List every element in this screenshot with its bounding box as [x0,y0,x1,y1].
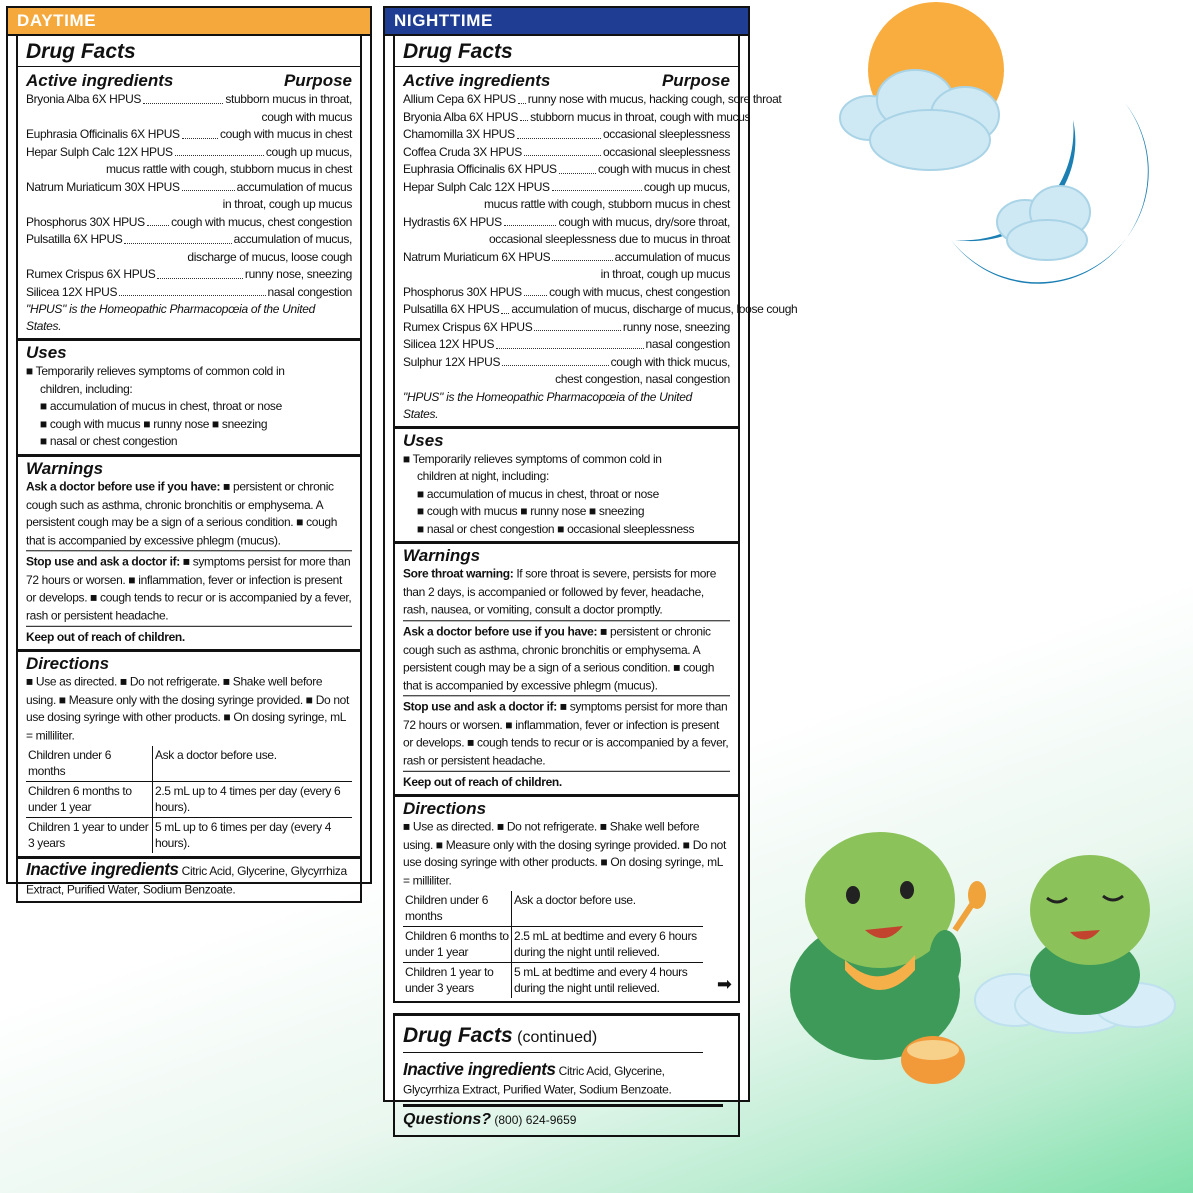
inactive-heading: Inactive ingredients [26,859,179,879]
turtle-icon [790,832,986,1060]
ingredient-purpose: cough with mucus, dry/sore throat, [558,214,730,229]
ingredient-purpose: cough up mucus, [643,179,730,194]
ingredient-purpose: runny nose with mucus, hacking cough, sore throat [527,92,782,106]
active-ingredients-section [395,67,798,426]
age-cell: Children under 6 months [403,891,512,927]
inactive-paragraph [26,861,352,899]
ingredient-purpose-cont: mucus rattle with cough, stubborn mucus in chest [106,162,352,176]
sore-throat-paragraph [403,565,730,619]
ingredient-purpose-cont: mucus rattle with cough, stubborn mucus in chest [484,197,730,211]
ingredient-name: Natrum Muriaticum 6X HPUS [403,249,551,264]
ingredient-row [403,126,730,144]
dose-cell: 2.5 mL at bedtime and every 6 hours during the night until relieved. [512,927,704,963]
inactive-text: Citric Acid, Glycerine, Glycyrrhiza Extract, Purified Water, Sodium Benzoate. [403,1063,672,1096]
ingredient-purpose: runny nose, sneezing [244,267,352,281]
ingredient-name: Phosphorus 30X HPUS [403,284,522,299]
ingredient-row [26,91,352,109]
dot-leader [520,120,528,121]
ingredient-purpose: runny nose, sneezing [622,319,730,334]
ingredient-name: Natrum Muriaticum 30X HPUS [26,179,180,194]
dot-leader [119,295,265,296]
ingredient-purpose-cont: discharge of mucus, loose cough [187,249,352,264]
uses-bullet: ■ accumulation of mucus in chest, throat or nose [417,486,659,501]
cloud-icon [997,186,1090,260]
dot-leader [175,155,264,156]
stop-use-label: Stop use and ask a doctor if: [403,698,557,714]
ingredient-purpose: nasal congestion [267,284,352,299]
warnings-section [395,541,738,794]
dot-leader [524,295,547,296]
dot-leader [496,348,643,349]
directions-section [395,794,738,1001]
continued-title-row [403,1024,703,1053]
bowl-icon [901,1036,965,1084]
ingredient-row [403,161,730,179]
ingredient-purpose: cough up mucus, [265,144,352,159]
ingredient-row [403,214,730,232]
ingredient-name: Hydrastis 6X HPUS [403,214,502,229]
ingredient-row [403,109,751,127]
dot-leader [534,330,621,331]
ingredient-row [26,126,352,144]
ingredient-name: Hepar Sulph Calc 12X HPUS [26,144,173,159]
table-row [403,927,703,963]
dot-leader [559,173,596,174]
dot-leader [502,365,609,366]
continued-title: Drug Facts [403,1024,513,1047]
dose-cell: Ask a doctor before use. [514,893,636,907]
ingredient-name: Bryonia Alba 6X HPUS [26,92,142,106]
ask-doctor-paragraph [403,620,730,694]
drug-facts-title: Drug Facts [18,36,360,67]
drug-facts-title: Drug Facts [395,36,738,67]
questions-row [403,1104,723,1129]
active-header-row [403,71,730,91]
ingredient-name: Silicea 12X HPUS [26,284,118,299]
ask-doctor-label: Ask a doctor before use if you have: [403,623,598,639]
ingredient-purpose: cough with mucus, chest congestion [549,284,730,299]
ingredient-purpose: accumulation of mucus, discharge of mucus, loose cough [511,302,798,316]
table-row [26,746,352,782]
inactive-heading: Inactive ingredients [403,1059,556,1079]
directions-text: ■ Use as directed. ■ Do not refrigerate. ■ Shake well before using. ■ Measure only with the dosing syringe provided. ■ Do not use dosing syringe with other products. ■ On dosing syringe, mL = milliliter. [26,674,349,743]
ingredient-row [26,266,352,284]
stop-use-text: ■ symptoms persist for more than 72 hours or worsen. ■ inflammation, fever or infection is present or develops. ■ cough tends to recur or is accompanied by a fever, rash or persistent headache. [403,698,729,767]
ingredient-purpose-cont: cough with mucus [261,109,352,124]
uses-bullet: ■ cough with mucus ■ runny nose ■ sneezing [417,503,645,519]
ingredient-list [403,91,798,389]
keep-out-of-reach: Keep out of reach of children. [403,770,730,791]
dose-cell: 5 mL up to 6 times per day (every 4 hours). [153,818,353,854]
hpus-note: "HPUS" is the Homeopathic Pharmacopœia of the United States. [26,302,316,333]
ingredient-row [403,336,730,354]
table-row [403,963,703,999]
stop-use-paragraph [403,695,730,769]
age-cell: Children 6 months to under 1 year [403,927,512,963]
ingredient-name: Sulphur 12X HPUS [403,354,501,369]
table-row [26,818,352,854]
drug-facts-continued [393,1013,740,1137]
ingredient-row [403,284,730,302]
keep-out-of-reach: Keep out of reach of children. [26,625,352,646]
dot-leader [182,190,235,191]
uses-bullet: ■ accumulation of mucus in chest, throat or nose [40,398,282,414]
ingredient-row [403,144,730,162]
ingredient-purpose: accumulation of mucus, [233,232,352,246]
uses-bullet: ■ cough with mucus ■ runny nose ■ sneezing [40,416,268,431]
ingredient-purpose: accumulation of mucus [236,179,352,194]
ingredient-name: Bryonia Alba 6X HPUS [403,109,519,124]
ingredient-row [26,284,352,302]
uses-heading: Uses [403,430,444,450]
sore-throat-text: If sore throat is severe, persists for more than 2 days, is accompanied or followed by fever, headache, rash, nausea, or vomiting, consult a doctor promptly. [403,566,717,617]
nighttime-band: NIGHTTIME [385,8,748,36]
ingredient-row [403,91,782,109]
dose-cell: 2.5 mL up to 4 times per day (every 6 hours). [153,782,353,818]
ingredient-row [26,214,352,232]
ingredient-purpose: cough with mucus in chest [220,127,352,141]
ingredient-name: Euphrasia Officinalis 6X HPUS [403,162,557,176]
questions-phone: (800) 624-9659 [491,1113,577,1127]
ingredient-row [403,354,730,372]
sun-moon-illustration [815,0,1095,290]
ingredient-purpose: cough with mucus in chest [598,162,730,176]
ask-doctor-paragraph [26,478,352,549]
nighttime-drug-facts [393,36,798,1003]
active-ingredients-heading: Active ingredients [403,71,551,90]
ingredient-name: Allium Cepa 6X HPUS [403,92,516,106]
directions-section [18,649,360,856]
ingredient-purpose: nasal congestion [645,337,730,351]
turtles-illustration [785,820,1185,1100]
ingredient-row [403,319,730,337]
dot-leader [501,313,509,314]
dose-cell: Ask a doctor before use. [155,748,277,762]
ingredient-row [26,179,352,197]
dot-leader [552,190,642,191]
inactive-paragraph [403,1061,713,1099]
nighttime-panel [383,6,798,1128]
stop-use-text: ■ symptoms persist for more than 72 hours or worsen. ■ inflammation, fever or infection is present or develops. ■ cough tends to recur or is accompanied by a fever, rash or persistent headache. [26,553,352,622]
uses-bullet: ■ nasal or chest congestion [40,433,178,449]
uses-bullet: ■ nasal or chest congestion ■ occasional sleeplessness [417,521,695,536]
ingredient-row [26,144,352,162]
hpus-note: "HPUS" is the Homeopathic Pharmacopœia of the United States. [403,389,693,421]
ingredient-name: Rumex Crispus 6X HPUS [26,267,156,281]
dot-leader [143,103,223,104]
ingredient-purpose: accumulation of mucus [614,249,730,264]
ask-doctor-text: ■ persistent or chronic cough such as asthma, chronic bronchitis or emphysema. A persistent cough may be a sign of a serious condition. ■ cough that is accompanied by excessive phlegm (mucus). [403,623,715,692]
purpose-heading: Purpose [283,71,352,90]
ingredient-purpose: occasional sleeplessness [602,144,730,159]
age-cell: Children 1 year to under 3 years [403,963,512,999]
directions-heading: Directions [403,799,487,818]
uses-intro: ■ Temporarily relieves symptoms of common cold in [403,451,662,466]
ingredient-name: Hepar Sulph Calc 12X HPUS [403,179,550,194]
uses-intro-cont: children, including: [40,381,133,396]
ingredient-row [403,249,730,267]
dot-leader [124,243,231,244]
age-cell: Children 6 months to under 1 year [26,782,153,818]
ingredient-row [26,231,352,249]
age-cell: Children under 6 months [26,746,153,782]
turtle-icon [1030,855,1150,1015]
sore-throat-label: Sore throat warning: [403,566,514,581]
table-row [403,891,703,927]
ingredient-name: Pulsatilla 6X HPUS [26,232,123,246]
arrow-right-icon: ➡ [716,974,732,994]
directions-heading: Directions [26,654,110,673]
inactive-section [18,856,360,901]
questions-heading: Questions? [403,1111,492,1128]
warnings-heading: Warnings [403,546,481,565]
ingredient-purpose-cont: occasional sleeplessness due to mucus in throat [488,232,730,246]
dot-leader [182,138,218,139]
ingredient-name: Pulsatilla 6X HPUS [403,302,500,316]
uses-section [18,338,360,454]
dot-leader [518,103,526,104]
uses-heading: Uses [26,343,67,362]
warnings-heading: Warnings [26,458,104,478]
ingredient-name: Silicea 12X HPUS [403,337,495,351]
active-ingredients-section [18,67,360,338]
ingredient-purpose-cont: in throat, cough up mucus [222,197,352,211]
dot-leader [504,225,557,226]
continued-suffix: (continued) [517,1029,598,1046]
ingredient-purpose-cont: chest congestion, nasal congestion [555,372,730,386]
dot-leader [524,155,601,156]
dose-cell: 5 mL at bedtime and every 4 hours during the night until relieved. [512,963,704,999]
dot-leader [517,138,601,139]
ingredient-list [26,91,352,301]
ingredient-name: Phosphorus 30X HPUS [26,214,145,229]
daytime-panel [6,6,372,896]
directions-text: ■ Use as directed. ■ Do not refrigerate. ■ Shake well before using. ■ Measure only with the dosing syringe provided. ■ Do not use dosing syringe with other products. ■ On dosing syringe, mL = milliliter. [403,819,726,888]
dot-leader [157,278,243,279]
ingredient-purpose: cough with mucus, chest congestion [171,214,352,229]
age-cell: Children 1 year to under 3 years [26,818,153,854]
ingredient-name: Rumex Crispus 6X HPUS [403,319,533,334]
active-header-row [26,71,352,91]
ask-doctor-label: Ask a doctor before use if you have: [26,478,221,494]
stop-use-label: Stop use and ask a doctor if: [26,553,180,569]
stop-use-paragraph [26,550,352,624]
daytime-band: DAYTIME [8,8,370,36]
dot-leader [147,225,169,226]
ask-doctor-text: ■ persistent or chronic cough such as asthma, chronic bronchitis or emphysema. A persistent cough may be a sign of a serious condition. ■ cough that is accompanied by excessive phlegm (mucus). [26,478,338,547]
ingredient-name: Euphrasia Officinalis 6X HPUS [26,127,180,141]
dot-leader [552,260,612,261]
ingredient-purpose: stubborn mucus in throat, [225,92,352,106]
daytime-drug-facts [16,36,362,903]
ingredient-row [403,301,798,319]
ingredient-purpose: cough with thick mucus, [610,354,730,369]
dosing-table [403,891,703,998]
ingredient-name: Coffea Cruda 3X HPUS [403,144,522,159]
ingredient-purpose: occasional sleeplessness [602,127,730,141]
uses-intro: ■ Temporarily relieves symptoms of common cold in [26,363,285,379]
warnings-section [18,454,360,650]
active-ingredients-heading: Active ingredients [26,71,174,90]
table-row [26,782,352,818]
dosing-table [26,746,352,853]
ingredient-purpose-cont: in throat, cough up mucus [600,267,730,281]
ingredient-purpose: stubborn mucus in throat, cough with mucus [530,109,751,124]
uses-section [395,426,738,542]
ingredient-name: Chamomilla 3X HPUS [403,127,515,141]
inactive-text: Citric Acid, Glycerine, Glycyrrhiza Extract, Purified Water, Sodium Benzoate. [26,863,347,896]
purpose-heading: Purpose [661,71,730,90]
uses-intro-cont: children at night, including: [417,468,549,484]
ingredient-row [403,179,730,197]
